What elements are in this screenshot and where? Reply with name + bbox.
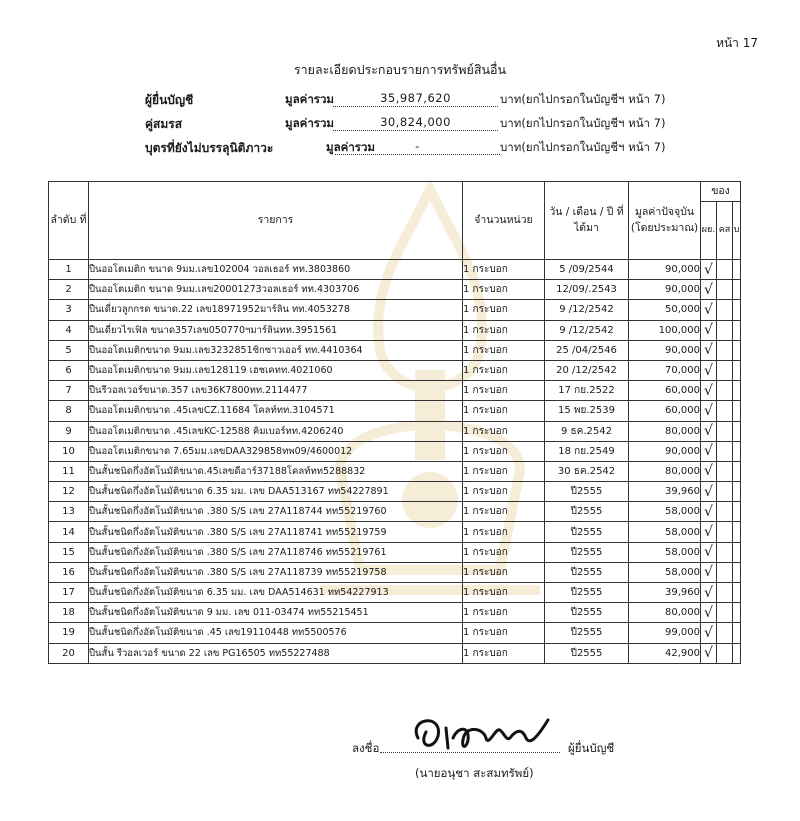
check-mark-icon: √ [701,441,717,461]
table-row [49,360,741,380]
owner-spouse-cell [717,502,733,522]
row-number: 10 [49,441,89,461]
table-row [49,502,741,522]
row-number: 8 [49,401,89,421]
table-row [49,522,741,542]
header-value: มูลค่าปัจจุบัน (โดยประมาณ) [629,182,701,260]
asset-rows [49,260,741,664]
row-item: ปืนออโตเมติกขนาด 9มม.เลข3232851ซิกซาวเออร์ ทท.4410364 [89,340,463,360]
page-number: หน้า 17 [716,36,758,50]
row-value: 99,000 [629,623,701,643]
asset-table [48,181,741,664]
row-quantity: 1 กระบอก [463,300,545,320]
owner-spouse-cell [717,340,733,360]
summary-label: ผู้ยื่นบัญชี [145,93,194,107]
owner-spouse-cell [717,542,733,562]
row-item: ปืนสั้น รีวอลเวอร์ ขนาด 22 เลข PG16505 ทท55227488 [89,643,463,663]
summary-value-label: มูลค่ารวม [326,140,375,154]
owner-spouse-cell [717,300,733,320]
signer-name: (นายอนุชา สะสมทรัพย์) [415,766,534,780]
table-row [49,421,741,441]
row-number: 15 [49,542,89,562]
summary-unit: บาท(ยกไปกรอกในบัญชีฯ หน้า 7) [500,92,666,106]
row-quantity: 1 กระบอก [463,522,545,542]
row-quantity: 1 กระบอก [463,421,545,441]
row-date: ปี2555 [545,562,629,582]
row-value: 90,000 [629,260,701,280]
row-number: 4 [49,320,89,340]
check-mark-icon: √ [701,461,717,481]
handwritten-signature [398,708,568,758]
row-item: ปืนออโตเมติกขนาด .45เลขCZ.11684 โคลท์ทท.3104571 [89,401,463,421]
header-qty: จำนวนหน่วย [463,182,545,260]
signature-block [340,700,660,790]
owner-child-cell [733,260,741,280]
row-date: ปี2555 [545,522,629,542]
row-number: 16 [49,562,89,582]
row-value: 80,000 [629,461,701,481]
owner-child-cell [733,522,741,542]
row-date: ปี2555 [545,542,629,562]
check-mark-icon: √ [701,623,717,643]
summary-row-filer [145,88,705,112]
row-number: 12 [49,482,89,502]
owner-child-cell [733,401,741,421]
owner-spouse-cell [717,643,733,663]
row-item: ปืนออโตเมติกขนาด 9มม.เลข128119 เฮชเคทท.4021060 [89,360,463,380]
row-date: ปี2555 [545,623,629,643]
table-row [49,441,741,461]
summary-amount: 35,987,620 [333,91,498,107]
row-value: 42,900 [629,643,701,663]
check-mark-icon: √ [701,300,717,320]
owner-child-cell [733,603,741,623]
row-quantity: 1 กระบอก [463,441,545,461]
row-item: ปืนสั้นชนิดกึ่งอัตโนมัติขนาด 9 มม. เลข 011-03474 ทท55215451 [89,603,463,623]
owner-child-cell [733,461,741,481]
owner-child-cell [733,441,741,461]
row-quantity: 1 กระบอก [463,623,545,643]
row-value: 90,000 [629,441,701,461]
summary-block [145,88,705,160]
row-item: ปืนสั้นชนิดกึ่งอัตโนมัติขนาด.45เลขดีอาร์37188โคลท์ทท5288832 [89,461,463,481]
row-item: ปืนออโตเมติกขนาด .45เลขKC-12588 คิมเบอร์ทท.4206240 [89,421,463,441]
summary-amount: - [335,139,500,155]
row-value: 100,000 [629,320,701,340]
summary-row-children [145,136,705,160]
header-owner: ของ [701,182,741,202]
table-row [49,461,741,481]
owner-child-cell [733,280,741,300]
row-date: 12/09/.2543 [545,280,629,300]
table-row [49,562,741,582]
owner-spouse-cell [717,320,733,340]
row-quantity: 1 กระบอก [463,643,545,663]
owner-child-cell [733,300,741,320]
row-number: 14 [49,522,89,542]
table-row [49,623,741,643]
header-date: วัน / เดือน / ปี ที่ได้มา [545,182,629,260]
check-mark-icon: √ [701,562,717,582]
row-date: 30 ธค.2542 [545,461,629,481]
row-item: ปืนสั้นชนิดกึ่งอัตโนมัติขนาด 6.35 มม. เลข DAA513167 ทท54227891 [89,482,463,502]
row-item: ปืนเดี่ยวไรเฟิล ขนาด357เลข050770ฯมาร์ลินทท.3951561 [89,320,463,340]
owner-child-cell [733,542,741,562]
check-mark-icon: √ [701,360,717,380]
row-item: ปืนสั้นชนิดกึ่งอัตโนมัติขนาด .380 S/S เลข 27A118744 ทท55219760 [89,502,463,522]
row-number: 3 [49,300,89,320]
row-number: 6 [49,360,89,380]
row-date: ปี2555 [545,502,629,522]
row-item: ปืนสั้นชนิดกึ่งอัตโนมัติขนาด .380 S/S เลข 27A118739 ทท55219758 [89,562,463,582]
check-mark-icon: √ [701,260,717,280]
row-date: ปี2555 [545,583,629,603]
row-value: 60,000 [629,381,701,401]
row-value: 58,000 [629,522,701,542]
table-row [49,401,741,421]
check-mark-icon: √ [701,583,717,603]
row-value: 90,000 [629,280,701,300]
owner-spouse-cell [717,421,733,441]
row-date: ปี2555 [545,482,629,502]
check-mark-icon: √ [701,381,717,401]
row-quantity: 1 กระบอก [463,340,545,360]
table-row [49,320,741,340]
row-number: 17 [49,583,89,603]
table-row [49,542,741,562]
header-no: ลำดับ ที่ [49,182,89,260]
row-number: 7 [49,381,89,401]
row-item: ปืนสั้นชนิดกึ่งอัตโนมัติขนาด .380 S/S เลข 27A118746 ทท55219761 [89,542,463,562]
owner-child-cell [733,381,741,401]
row-item: ปืนออโตเมติกขนาด 7.65มม.เลขDAA329858ทพ09/4600012 [89,441,463,461]
page-title: รายละเอียดประกอบรายการทรัพย์สินอื่น [293,62,507,77]
owner-spouse-cell [717,381,733,401]
row-date: 15 พย.2539 [545,401,629,421]
row-number: 13 [49,502,89,522]
row-item: ปืนรีวอลเวอร์ขนาด.357 เลข36K7800ทท.2114477 [89,381,463,401]
row-quantity: 1 กระบอก [463,320,545,340]
row-quantity: 1 กระบอก [463,260,545,280]
owner-spouse-cell [717,461,733,481]
header-owner-child: บ [733,202,741,260]
owner-spouse-cell [717,522,733,542]
row-item: ปืนเดี่ยวลูกกรด ขนาด.22 เลข18971952มาร์ลิน ทท.4053278 [89,300,463,320]
row-item: ปืนออโตเมติก ขนาด 9มม.เลข102004 วอลเธอร์ ทท.3803860 [89,260,463,280]
summary-unit: บาท(ยกไปกรอกในบัญชีฯ หน้า 7) [500,116,666,130]
row-value: 39,960 [629,583,701,603]
table-row [49,643,741,663]
owner-spouse-cell [717,562,733,582]
row-value: 58,000 [629,502,701,522]
table-row [49,340,741,360]
row-number: 9 [49,421,89,441]
owner-child-cell [733,502,741,522]
owner-spouse-cell [717,401,733,421]
row-value: 90,000 [629,340,701,360]
row-value: 60,000 [629,401,701,421]
owner-child-cell [733,340,741,360]
check-mark-icon: √ [701,522,717,542]
table-row [49,381,741,401]
header-item: รายการ [89,182,463,260]
owner-child-cell [733,562,741,582]
row-quantity: 1 กระบอก [463,603,545,623]
summary-label: บุตรที่ยังไม่บรรลุนิติภาวะ [145,141,274,155]
row-date: 9 /12/2542 [545,300,629,320]
owner-spouse-cell [717,583,733,603]
row-number: 1 [49,260,89,280]
owner-spouse-cell [717,360,733,380]
row-quantity: 1 กระบอก [463,542,545,562]
row-date: 9 /12/2542 [545,320,629,340]
row-item: ปืนสั้นชนิดกึ่งอัตโนมัติขนาด .45 เลข19110448 ทท5500576 [89,623,463,643]
row-value: 58,000 [629,542,701,562]
row-date: 9 ธค.2542 [545,421,629,441]
row-value: 58,000 [629,562,701,582]
signature-line [380,752,560,753]
row-number: 11 [49,461,89,481]
row-quantity: 1 กระบอก [463,360,545,380]
summary-amount: 30,824,000 [333,115,498,131]
summary-label: คู่สมรส [145,117,183,131]
check-mark-icon: √ [701,643,717,663]
check-mark-icon: √ [701,320,717,340]
table-row [49,280,741,300]
check-mark-icon: √ [701,502,717,522]
header-owner-spouse: คส [717,202,733,260]
signature-label: ลงชื่อ [352,741,380,755]
header-owner-filer: ผย. [701,202,717,260]
check-mark-icon: √ [701,340,717,360]
summary-value-label: มูลค่ารวม [285,116,334,130]
table-row [49,603,741,623]
row-quantity: 1 กระบอก [463,461,545,481]
signature-role: ผู้ยื่นบัญชี [568,741,615,755]
row-item: ปืนออโตเมติก ขนาด 9มม.เลข20001273วอลเธอร์ ทท.4303706 [89,280,463,300]
owner-spouse-cell [717,603,733,623]
row-date: 18 กย.2549 [545,441,629,461]
row-quantity: 1 กระบอก [463,583,545,603]
row-item: ปืนสั้นชนิดกึ่งอัตโนมัติขนาด .380 S/S เลข 27A118741 ทท55219759 [89,522,463,542]
owner-spouse-cell [717,623,733,643]
row-number: 20 [49,643,89,663]
table-row [49,260,741,280]
summary-unit: บาท(ยกไปกรอกในบัญชีฯ หน้า 7) [500,140,666,154]
owner-child-cell [733,482,741,502]
owner-child-cell [733,421,741,441]
row-quantity: 1 กระบอก [463,381,545,401]
check-mark-icon: √ [701,401,717,421]
owner-spouse-cell [717,482,733,502]
row-quantity: 1 กระบอก [463,502,545,522]
table-row [49,300,741,320]
row-quantity: 1 กระบอก [463,401,545,421]
row-quantity: 1 กระบอก [463,482,545,502]
row-number: 5 [49,340,89,360]
table-row [49,482,741,502]
row-value: 50,000 [629,300,701,320]
row-value: 80,000 [629,421,701,441]
owner-child-cell [733,320,741,340]
summary-row-spouse [145,112,705,136]
check-mark-icon: √ [701,280,717,300]
row-date: 5 /09/2544 [545,260,629,280]
row-value: 70,000 [629,360,701,380]
check-mark-icon: √ [701,603,717,623]
row-date: 17 กย.2522 [545,381,629,401]
owner-child-cell [733,583,741,603]
row-number: 18 [49,603,89,623]
row-item: ปืนสั้นชนิดกึ่งอัตโนมัติขนาด 6.35 มม. เลข DAA514631 ทท54227913 [89,583,463,603]
row-date: ปี2555 [545,643,629,663]
row-date: ปี2555 [545,603,629,623]
owner-spouse-cell [717,441,733,461]
row-date: 25 /04/2546 [545,340,629,360]
owner-spouse-cell [717,280,733,300]
owner-child-cell [733,623,741,643]
row-number: 19 [49,623,89,643]
check-mark-icon: √ [701,421,717,441]
table-row [49,583,741,603]
row-value: 80,000 [629,603,701,623]
row-quantity: 1 กระบอก [463,562,545,582]
row-number: 2 [49,280,89,300]
row-value: 39,960 [629,482,701,502]
check-mark-icon: √ [701,482,717,502]
summary-value-label: มูลค่ารวม [285,92,334,106]
owner-child-cell [733,360,741,380]
row-date: 20 /12/2542 [545,360,629,380]
owner-spouse-cell [717,260,733,280]
row-quantity: 1 กระบอก [463,280,545,300]
check-mark-icon: √ [701,542,717,562]
owner-child-cell [733,643,741,663]
